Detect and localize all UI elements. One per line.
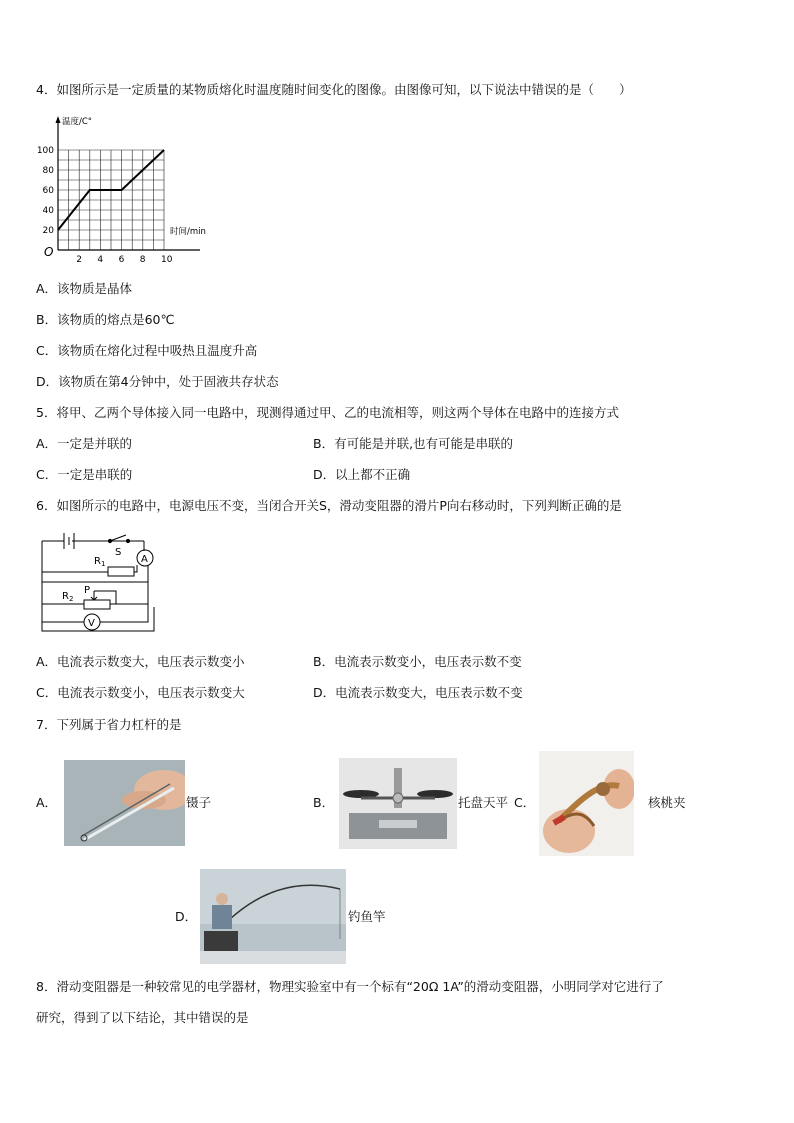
balance-scale-photo <box>339 758 457 849</box>
r1-label: $R_1$ <box>94 556 106 568</box>
q5-option-d[interactable]: D．以上都不正确 <box>313 467 411 482</box>
q6-option-a[interactable]: A．电流表示数变大，电压表示数变小 <box>36 654 245 669</box>
q4-option-b[interactable]: B．该物质的熔点是60℃ <box>36 312 175 327</box>
ammeter-label: A <box>141 554 148 565</box>
y-axis-label: 温度/C° <box>62 117 93 127</box>
q6-stem: 6．如图所示的电路中，电源电压不变，当闭合开关S，滑动变阻器的滑片P向右移动时，下列判断正确的是 <box>36 498 622 513</box>
x-axis-label: 时间/min <box>170 227 206 237</box>
r2-rheostat <box>84 600 110 609</box>
q5-option-a[interactable]: A．一定是并联的 <box>36 436 133 451</box>
voltmeter-wire <box>42 604 148 622</box>
tweezers-photo <box>64 760 185 846</box>
r1-resistor <box>108 567 134 576</box>
y-axis-arrow <box>56 116 61 123</box>
switch-label: S <box>115 547 122 558</box>
y-tick-label: 80 <box>42 166 54 176</box>
q7-option-c-letter[interactable]: C． <box>514 795 536 810</box>
q6-option-b[interactable]: B．电流表示数变小，电压表示数不变 <box>313 654 522 669</box>
x-tick-label: 10 <box>161 255 173 264</box>
r1-wire <box>42 565 137 572</box>
q6-option-d[interactable]: D．电流表示数变大，电压表示数不变 <box>313 685 523 700</box>
q5-option-c[interactable]: C．一定是串联的 <box>36 467 133 482</box>
q8-stem-line1: 8．滑动变阻器是一种较常见的电学器材，物理实验室中有一个标有“20Ω 1A”的滑动变阻器，小明同学对它进行了 <box>36 979 664 994</box>
q7-stem: 7．下列属于省力杠杆的是 <box>36 717 182 732</box>
y-tick-label: 20 <box>42 226 54 236</box>
x-tick-label: 8 <box>139 255 146 264</box>
y-tick-label: 40 <box>42 206 54 216</box>
switch-contact-2 <box>126 539 129 542</box>
q4-option-d[interactable]: D．该物质在第4分钟中，处于固液共存状态 <box>36 374 279 389</box>
q4-option-a[interactable]: A．该物质是晶体 <box>36 281 133 296</box>
y-tick-label: 60 <box>42 186 54 196</box>
slider-p <box>91 591 116 604</box>
x-tick-label: 2 <box>76 255 82 264</box>
q6-option-c[interactable]: C．电流表示数变小，电压表示数变大 <box>36 685 245 700</box>
x-tick-label: 6 <box>118 255 125 264</box>
q8-stem-line2: 研究，得到了以下结论，其中错误的是 <box>36 1010 249 1025</box>
origin-label: O <box>44 245 54 259</box>
q7-option-a-letter[interactable]: A． <box>36 795 58 810</box>
slider-label: P <box>84 585 91 596</box>
voltmeter-label: V <box>88 618 95 629</box>
melting-curve-chart <box>30 112 220 264</box>
q7-option-c-caption: 核桃夹 <box>648 795 686 810</box>
x-tick-label: 4 <box>97 255 104 264</box>
r2-wire <box>42 582 148 604</box>
q4-option-c[interactable]: C．该物质在熔化过程中吸热且温度升高 <box>36 343 258 358</box>
circuit-diagram <box>36 527 166 635</box>
q4-stem: 4．如图所示是一定质量的某物质熔化时温度随时间变化的图像。由图像可知，以下说法中错误的是（ ） <box>36 82 632 97</box>
y-tick-label: 100 <box>36 146 54 156</box>
q5-stem: 5．将甲、乙两个导体接入同一电路中，现测得通过甲、乙的电流相等，则这两个导体在电路中的连接方式 <box>36 405 619 420</box>
nutcracker-photo <box>539 751 634 856</box>
q7-option-a-caption: 镊子 <box>186 795 212 810</box>
q7-option-d-caption: 钓鱼竿 <box>348 909 386 924</box>
q5-option-b[interactable]: B．有可能是并联,也有可能是串联的 <box>313 436 514 451</box>
middle-wire <box>42 566 148 582</box>
q7-option-b-caption: 托盘天平 <box>458 795 509 810</box>
r2-label: $R_2$ <box>62 591 74 603</box>
q7-option-d-letter[interactable]: D． <box>175 909 198 924</box>
q7-option-b-letter[interactable]: B． <box>313 795 335 810</box>
switch-blade <box>110 535 126 541</box>
fishing-rod-photo <box>200 869 346 964</box>
